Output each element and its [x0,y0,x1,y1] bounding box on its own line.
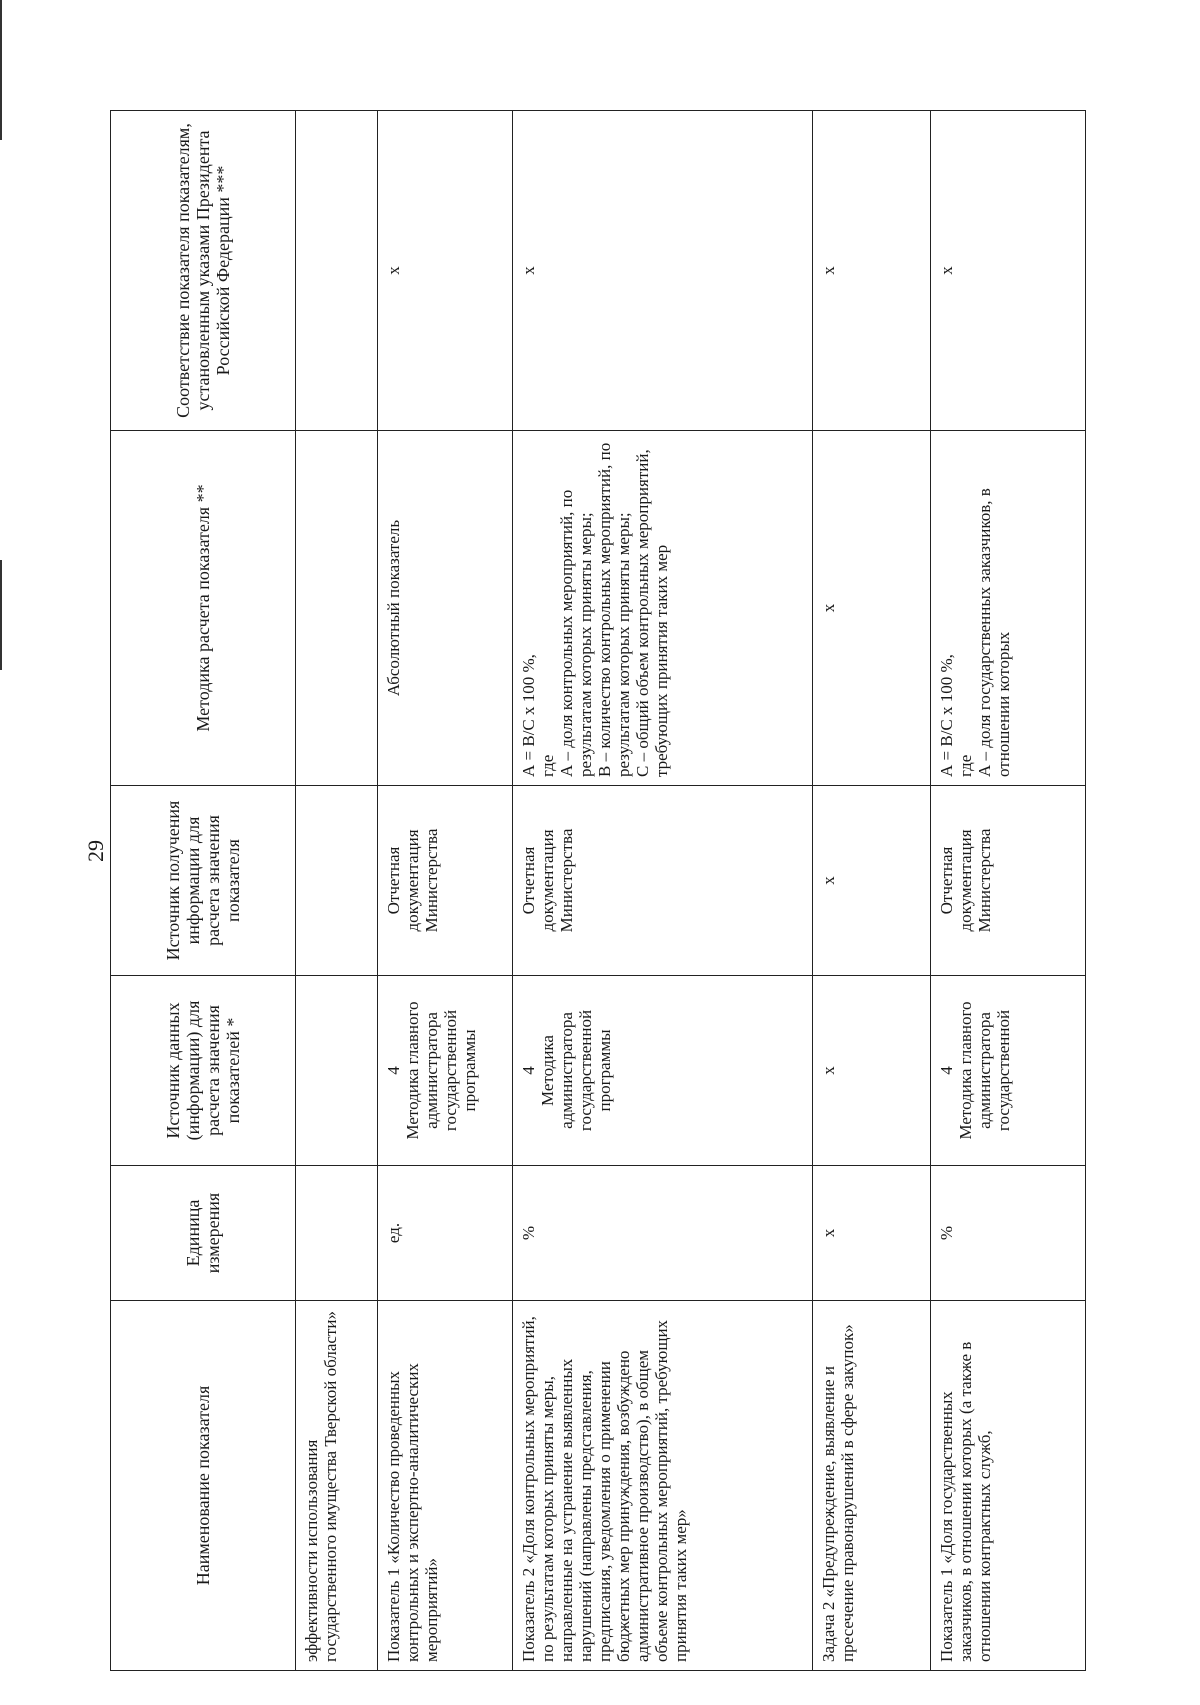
data-source-cell [296,976,378,1166]
indicator-name: Показатель 1 «Доля государственных заказчиков, в отношении которых (а также в отношении контрактных служб, [931,1301,1086,1671]
method-cell [931,431,1086,786]
task-name: Задача 2 «Предупреждение, выявление и пресечение правонарушений в сфере закупок» [813,1301,931,1671]
method-cell [513,431,813,786]
unit-cell [296,1166,378,1301]
data-source-number: 4 [519,1066,538,1075]
method-line: А = В/С х 100 %, [519,654,538,777]
data-source-cell [378,976,513,1166]
table-row [813,111,931,1671]
table-header-row [111,111,296,1671]
method-line: А – доля контрольных мероприятий, по результатам которых приняты меры; [557,489,595,777]
data-source-cell [931,976,1086,1166]
compliance-cell: х [378,111,513,431]
method-line: А – доля государственных заказчиков, в отношении которых [975,488,1013,777]
method-line: В – количество контрольных мероприятий, по результатам которых приняты меры; [595,442,633,777]
scan-edge-mark [0,560,2,670]
data-source-cell: х [813,976,931,1166]
info-origin-cell: х [813,786,931,976]
indicator-name: Показатель 1 «Количество проведенных контрольных и экспертно-аналитических мероприятий» [378,1301,513,1671]
indicator-name: эффективности использования государственного имущества Тверской области» [296,1301,378,1671]
data-source-number: 4 [937,1066,956,1075]
info-origin-cell [296,786,378,976]
data-source-cell [513,976,813,1166]
indicators-table [110,110,1086,1671]
unit-cell: % [931,1166,1086,1301]
method-line: А = В/С х 100 %, [937,654,956,777]
data-source-text: Методика главного администратора государственной программы [403,1001,479,1140]
header-info-origin: Источник получения информации для расчета значения показателя [111,786,296,976]
indicator-name: Показатель 2 «Доля контрольных мероприятий, по результатам которых приняты меры, направленные на устранение выявленных нарушений (направлены представления, предписания, уведомления о применении бюджетных мер принуждения, возбуждено административное производство), в общем объеме контрольных мероприятий, требующих принятия таких мер» [513,1301,813,1671]
unit-cell: % [513,1166,813,1301]
table-row [296,111,378,1671]
scan-edge-mark [0,0,2,140]
data-source-text: Методика главного администратора государственной [956,1001,1013,1140]
method-cell: х [813,431,931,786]
info-origin-cell: Отчетная документация Министерства [378,786,513,976]
method-line: С – общий объем контрольных мероприятий, требующих принятия таких мер [633,449,671,777]
rotated-table-container [110,111,1085,1671]
data-source-text: Методика администратора государственной программы [538,1009,614,1132]
header-unit: Единица измерения [111,1166,296,1301]
method-line: где [956,754,975,777]
compliance-cell [296,111,378,431]
data-source-number: 4 [384,1066,403,1075]
unit-cell: х [813,1166,931,1301]
compliance-cell: х [813,111,931,431]
compliance-cell: х [513,111,813,431]
info-origin-cell: Отчетная документация Министерства [513,786,813,976]
table-row [931,111,1086,1671]
method-cell [296,431,378,786]
compliance-cell: х [931,111,1086,431]
method-line: Абсолютный показатель [384,519,403,697]
table-row [378,111,513,1671]
info-origin-cell: Отчетная документация Министерства [931,786,1086,976]
method-line: где [538,754,557,777]
header-data-source: Источник данных (информации) для расчета значения показателей * [111,976,296,1166]
header-name: Наименование показателя [111,1301,296,1671]
header-method: Методика расчета показателя ** [111,431,296,786]
header-compliance: Соответствие показателя показателям, установленным указами Президента Российской Федерации *** [111,111,296,431]
page-number: 29 [83,840,108,862]
table-row [513,111,813,1671]
method-cell [378,431,513,786]
unit-cell: ед. [378,1166,513,1301]
